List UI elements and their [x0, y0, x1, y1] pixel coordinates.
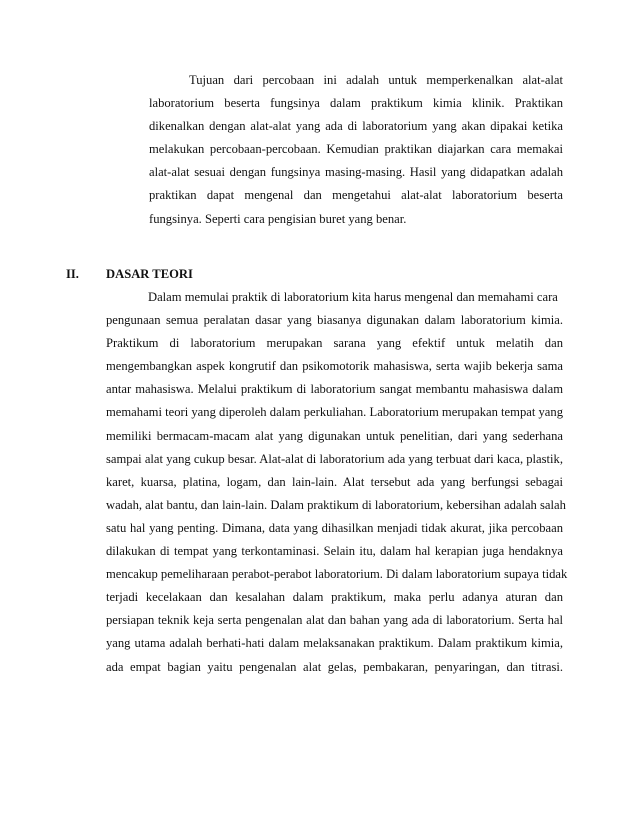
text-line: karet, kuarsa, platina, logam, dan lain-lain. Alat tersebut ada yang berfungsi sebagai — [106, 474, 563, 489]
text-line: laboratorium beserta fungsinya dalam praktikum kimia klinik. Praktikan — [149, 96, 563, 111]
text-line: satu hal yang penting. Dimana, data yang dihasilkan menjadi tidak akurat, jika percobaan — [106, 520, 563, 535]
text-line: antar mahasiswa. Melalui praktikum di laboratorium sangat membantu mahasiswa dalam — [106, 382, 563, 397]
text-line: ada empat bagian yaitu pengenalan alat gelas, pembakaran, penyaringan, dan titrasi. — [106, 659, 563, 674]
text-line: praktikan dapat mengenal dan mengetahui alat-alat laboratorium beserta — [149, 188, 563, 203]
text-line: mencakup pemeliharaan perabot-perabot laboratorium. Di dalam laboratorium supaya tidak — [106, 567, 568, 582]
text-line: Tujuan dari percobaan ini adalah untuk memperkenalkan alat-alat — [189, 73, 563, 87]
text-line: dilakukan di tempat yang terkontaminasi. Selain itu, dalam hal kerapian juga hendaknya — [106, 544, 563, 559]
text-line: memahami teori yang diperoleh dalam perkuliahan. Laboratorium merupakan tempat yang — [106, 405, 563, 420]
text-line: sampai alat yang cukup besar. Alat-alat di laboratorium ada yang terbuat dari kaca, plastik, — [106, 451, 563, 466]
text-line: mengembangkan aspek kongrutif dan psikomotorik mahasiswa, serta wajib bekerja sama — [106, 359, 563, 374]
text-line: persiapan teknik keja serta pengenalan alat dan bahan yang ada di laboratorium. Serta hal — [106, 613, 563, 628]
text-line: Dalam memulai praktik di laboratorium kita harus mengenal dan memahami cara — [148, 290, 558, 304]
section-paragraph — [106, 286, 568, 679]
text-line: memiliki bermacam-macam alat yang digunakan untuk penelitian, dari yang sederhana — [106, 428, 563, 443]
section-number: II. — [66, 267, 79, 281]
text-line: wadah, alat bantu, dan lain-lain. Dalam praktikum di laboratorium, kebersihan adalah salah — [106, 497, 566, 512]
intro-paragraph — [149, 69, 563, 231]
section-title: DASAR TEORI — [106, 267, 193, 281]
text-line: melakukan percobaan-percobaan. Kemudian praktikan diajarkan cara memakai — [149, 142, 563, 157]
text-line: pengunaan semua peralatan dasar yang biasanya digunakan dalam laboratorium kimia. — [106, 313, 563, 328]
text-line: terjadi kecelakaan dan kesalahan dalam praktikum, maka perlu adanya aturan dan — [106, 590, 563, 605]
text-line: Praktikum di laboratorium merupakan sarana yang efektif untuk melatih dan — [106, 336, 563, 351]
text-line: dikenalkan dengan alat-alat yang ada di laboratorium yang akan dipakai ketika — [149, 119, 563, 134]
text-line: yang utama adalah berhati-hati dalam melaksanakan praktikum. Dalam praktikum kimia, — [106, 636, 563, 651]
text-line: alat-alat sesuai dengan fungsinya masing-masing. Hasil yang didapatkan adalah — [149, 165, 563, 180]
text-line: fungsinya. Seperti cara pengisian buret yang benar. — [149, 211, 407, 226]
